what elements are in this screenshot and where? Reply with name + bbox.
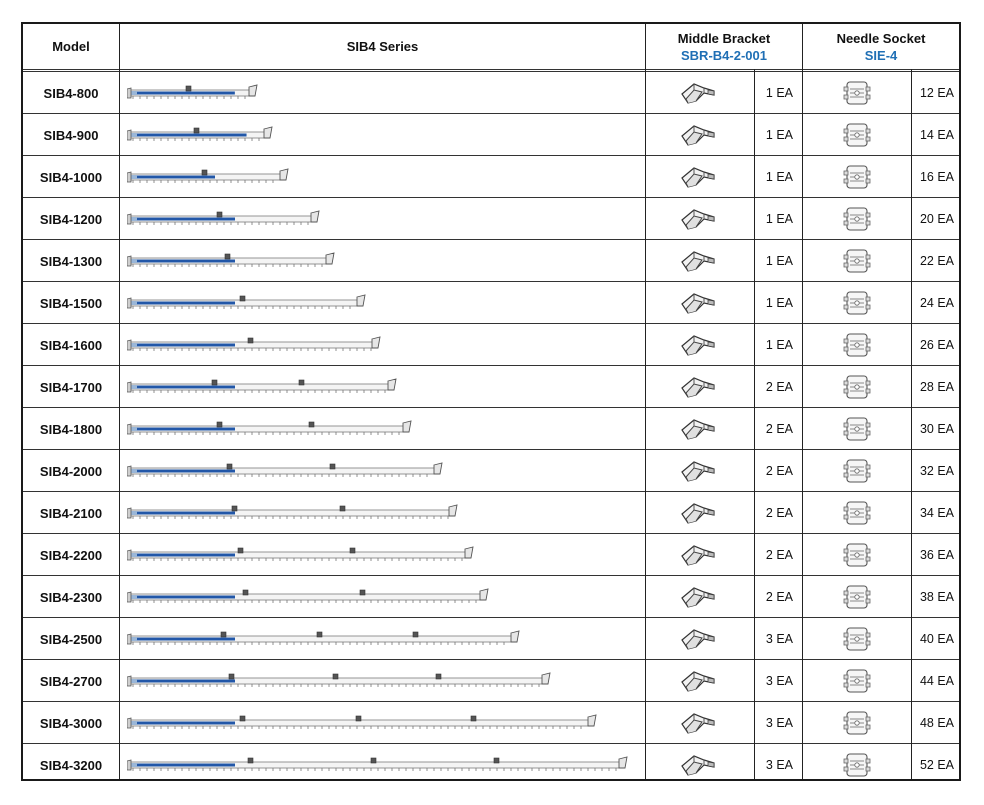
needle-socket-icon [837, 79, 877, 107]
socket-quantity: 36 EA [919, 548, 954, 562]
socket-quantity: 38 EA [919, 590, 954, 604]
header-middle-bracket [646, 24, 802, 69]
product-table [21, 22, 961, 781]
table-row [23, 324, 959, 366]
needle-socket-icon [837, 457, 877, 485]
bracket-quantity: 2 EA [765, 464, 793, 478]
header-bracket-code: SBR-B4-2-001 [681, 47, 767, 63]
model-name: SIB4-2000 [39, 463, 103, 479]
series-rail-image [127, 292, 369, 314]
needle-socket-icon [837, 205, 877, 233]
socket-quantity: 28 EA [919, 380, 954, 394]
series-rail-image [127, 460, 446, 482]
middle-bracket-icon [678, 667, 718, 695]
column-divider-sub [754, 69, 755, 779]
middle-bracket-icon [678, 373, 718, 401]
bracket-quantity: 3 EA [765, 716, 793, 730]
middle-bracket-icon [678, 583, 718, 611]
model-name: SIB4-1600 [39, 337, 103, 353]
socket-quantity: 52 EA [919, 758, 954, 772]
table-row [23, 492, 959, 534]
middle-bracket-icon [678, 499, 718, 527]
bracket-quantity: 2 EA [765, 422, 793, 436]
series-rail-image [127, 208, 323, 230]
model-name: SIB4-1500 [39, 295, 103, 311]
socket-quantity: 22 EA [919, 254, 954, 268]
model-name: SIB4-1700 [39, 379, 103, 395]
bracket-quantity: 1 EA [765, 170, 793, 184]
socket-quantity: 14 EA [919, 128, 954, 142]
bracket-quantity: 2 EA [765, 548, 793, 562]
series-rail-image [127, 586, 492, 608]
table-header [23, 24, 959, 69]
header-needle-socket [803, 24, 959, 69]
table-row [23, 198, 959, 240]
series-rail-image [127, 670, 554, 692]
header-model [23, 24, 119, 69]
bracket-quantity: 2 EA [765, 380, 793, 394]
series-rail-image [127, 502, 461, 524]
table-row [23, 114, 959, 156]
socket-quantity: 32 EA [919, 464, 954, 478]
model-name: SIB4-1000 [39, 169, 103, 185]
series-rail-image [127, 712, 600, 734]
bracket-quantity: 1 EA [765, 86, 793, 100]
column-divider [802, 24, 803, 779]
socket-quantity: 26 EA [919, 338, 954, 352]
model-name: SIB4-3000 [39, 715, 103, 731]
bracket-quantity: 2 EA [765, 506, 793, 520]
needle-socket-icon [837, 289, 877, 317]
socket-quantity: 44 EA [919, 674, 954, 688]
model-name: SIB4-1300 [39, 253, 103, 269]
needle-socket-icon [837, 625, 877, 653]
table-row [23, 156, 959, 198]
needle-socket-icon [837, 499, 877, 527]
series-rail-image [127, 544, 477, 566]
table-row [23, 618, 959, 660]
model-name: SIB4-2100 [39, 505, 103, 521]
bracket-quantity: 1 EA [765, 296, 793, 310]
column-divider [119, 24, 120, 779]
needle-socket-icon [837, 247, 877, 275]
table-row [23, 408, 959, 450]
needle-socket-icon [837, 541, 877, 569]
series-rail-image [127, 124, 276, 146]
table-row [23, 576, 959, 618]
table-row [23, 72, 959, 114]
model-name: SIB4-3200 [39, 757, 103, 773]
middle-bracket-icon [678, 205, 718, 233]
model-name: SIB4-2300 [39, 589, 103, 605]
column-divider-sub [911, 69, 912, 779]
socket-quantity: 48 EA [919, 716, 954, 730]
socket-quantity: 40 EA [919, 632, 954, 646]
middle-bracket-icon [678, 247, 718, 275]
bracket-quantity: 3 EA [765, 674, 793, 688]
middle-bracket-icon [678, 289, 718, 317]
header-bracket-title: Middle Bracket [677, 30, 771, 46]
header-model-label: Model [52, 39, 90, 54]
socket-quantity: 34 EA [919, 506, 954, 520]
model-name: SIB4-1800 [39, 421, 103, 437]
series-rail-image [127, 250, 338, 272]
table-row [23, 702, 959, 744]
needle-socket-icon [837, 667, 877, 695]
middle-bracket-icon [678, 79, 718, 107]
socket-quantity: 30 EA [919, 422, 954, 436]
table-row [23, 744, 959, 786]
model-name: SIB4-900 [43, 127, 99, 143]
needle-socket-icon [837, 583, 877, 611]
middle-bracket-icon [678, 541, 718, 569]
middle-bracket-icon [678, 709, 718, 737]
middle-bracket-icon [678, 331, 718, 359]
socket-quantity: 12 EA [919, 86, 954, 100]
header-socket-code: SIE-4 [864, 47, 898, 63]
bracket-quantity: 3 EA [765, 632, 793, 646]
needle-socket-icon [837, 415, 877, 443]
model-name: SIB4-1200 [39, 211, 103, 227]
needle-socket-icon [837, 163, 877, 191]
table-row [23, 282, 959, 324]
needle-socket-icon [837, 709, 877, 737]
socket-quantity: 24 EA [919, 296, 954, 310]
socket-quantity: 20 EA [919, 212, 954, 226]
header-series-label: SIB4 Series [346, 39, 419, 54]
column-divider [645, 24, 646, 779]
bracket-quantity: 2 EA [765, 590, 793, 604]
model-name: SIB4-2200 [39, 547, 103, 563]
model-name: SIB4-2500 [39, 631, 103, 647]
bracket-quantity: 1 EA [765, 212, 793, 226]
table-row [23, 450, 959, 492]
bracket-quantity: 1 EA [765, 254, 793, 268]
bracket-quantity: 1 EA [765, 128, 793, 142]
series-rail-image [127, 628, 523, 650]
needle-socket-icon [837, 121, 877, 149]
header-socket-title: Needle Socket [836, 30, 926, 46]
middle-bracket-icon [678, 415, 718, 443]
needle-socket-icon [837, 331, 877, 359]
bracket-quantity: 3 EA [765, 758, 793, 772]
header-series [120, 24, 645, 69]
model-name: SIB4-800 [43, 85, 99, 101]
middle-bracket-icon [678, 121, 718, 149]
needle-socket-icon [837, 751, 877, 779]
middle-bracket-icon [678, 457, 718, 485]
table-row [23, 366, 959, 408]
middle-bracket-icon [678, 163, 718, 191]
middle-bracket-icon [678, 625, 718, 653]
table-row [23, 660, 959, 702]
series-rail-image [127, 334, 384, 356]
middle-bracket-icon [678, 751, 718, 779]
model-name: SIB4-2700 [39, 673, 103, 689]
table-row [23, 534, 959, 576]
series-rail-image [127, 82, 261, 104]
table-row [23, 240, 959, 282]
needle-socket-icon [837, 373, 877, 401]
series-rail-image [127, 754, 631, 776]
series-rail-image [127, 376, 400, 398]
bracket-quantity: 1 EA [765, 338, 793, 352]
socket-quantity: 16 EA [919, 170, 954, 184]
series-rail-image [127, 418, 415, 440]
series-rail-image [127, 166, 292, 188]
